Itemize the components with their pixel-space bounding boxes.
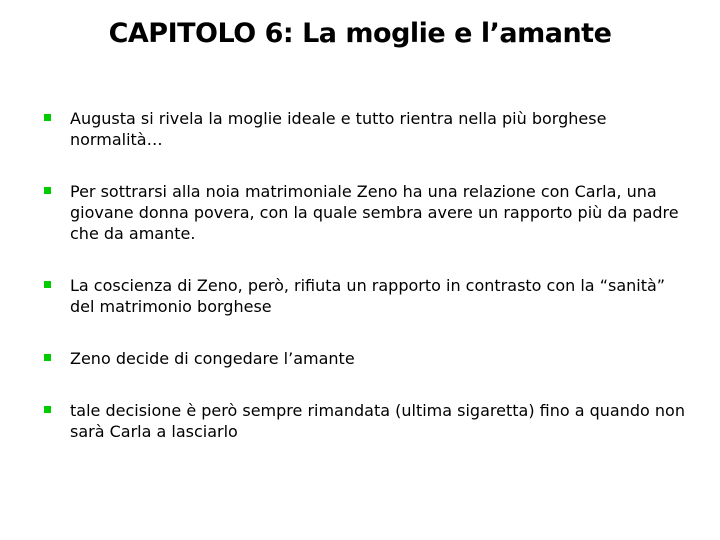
bullet-item [40,108,690,150]
bullet-text: Per sottrarsi alla noia matrimoniale Zeno ha una relazione con Carla, una giovane donna povera, con la quale sembra avere un rapporto più da padre che da amante. [70,182,679,243]
bullet-text: La coscienza di Zeno, però, rifiuta un rapporto in contrasto con la “sanità” del matrimonio borghese [70,276,666,316]
square-bullet-icon [44,187,51,194]
bullet-item [40,181,690,244]
square-bullet-icon [44,354,51,361]
bullet-text: Augusta si rivela la moglie ideale e tutto rientra nella più borghese normalità… [70,109,607,149]
bullet-item [40,275,690,317]
bullet-item [40,400,690,442]
bullet-item [40,348,690,369]
bullet-text: Zeno decide di congedare l’amante [70,349,355,368]
slide-title: CAPITOLO 6: La moglie e l’amante [108,18,612,49]
bullet-text: tale decisione è però sempre rimandata (ultima sigaretta) fino a quando non sarà Carla a lasciarlo [70,401,685,441]
square-bullet-icon [44,406,51,413]
square-bullet-icon [44,114,51,121]
bullet-list [40,108,690,473]
square-bullet-icon [44,281,51,288]
